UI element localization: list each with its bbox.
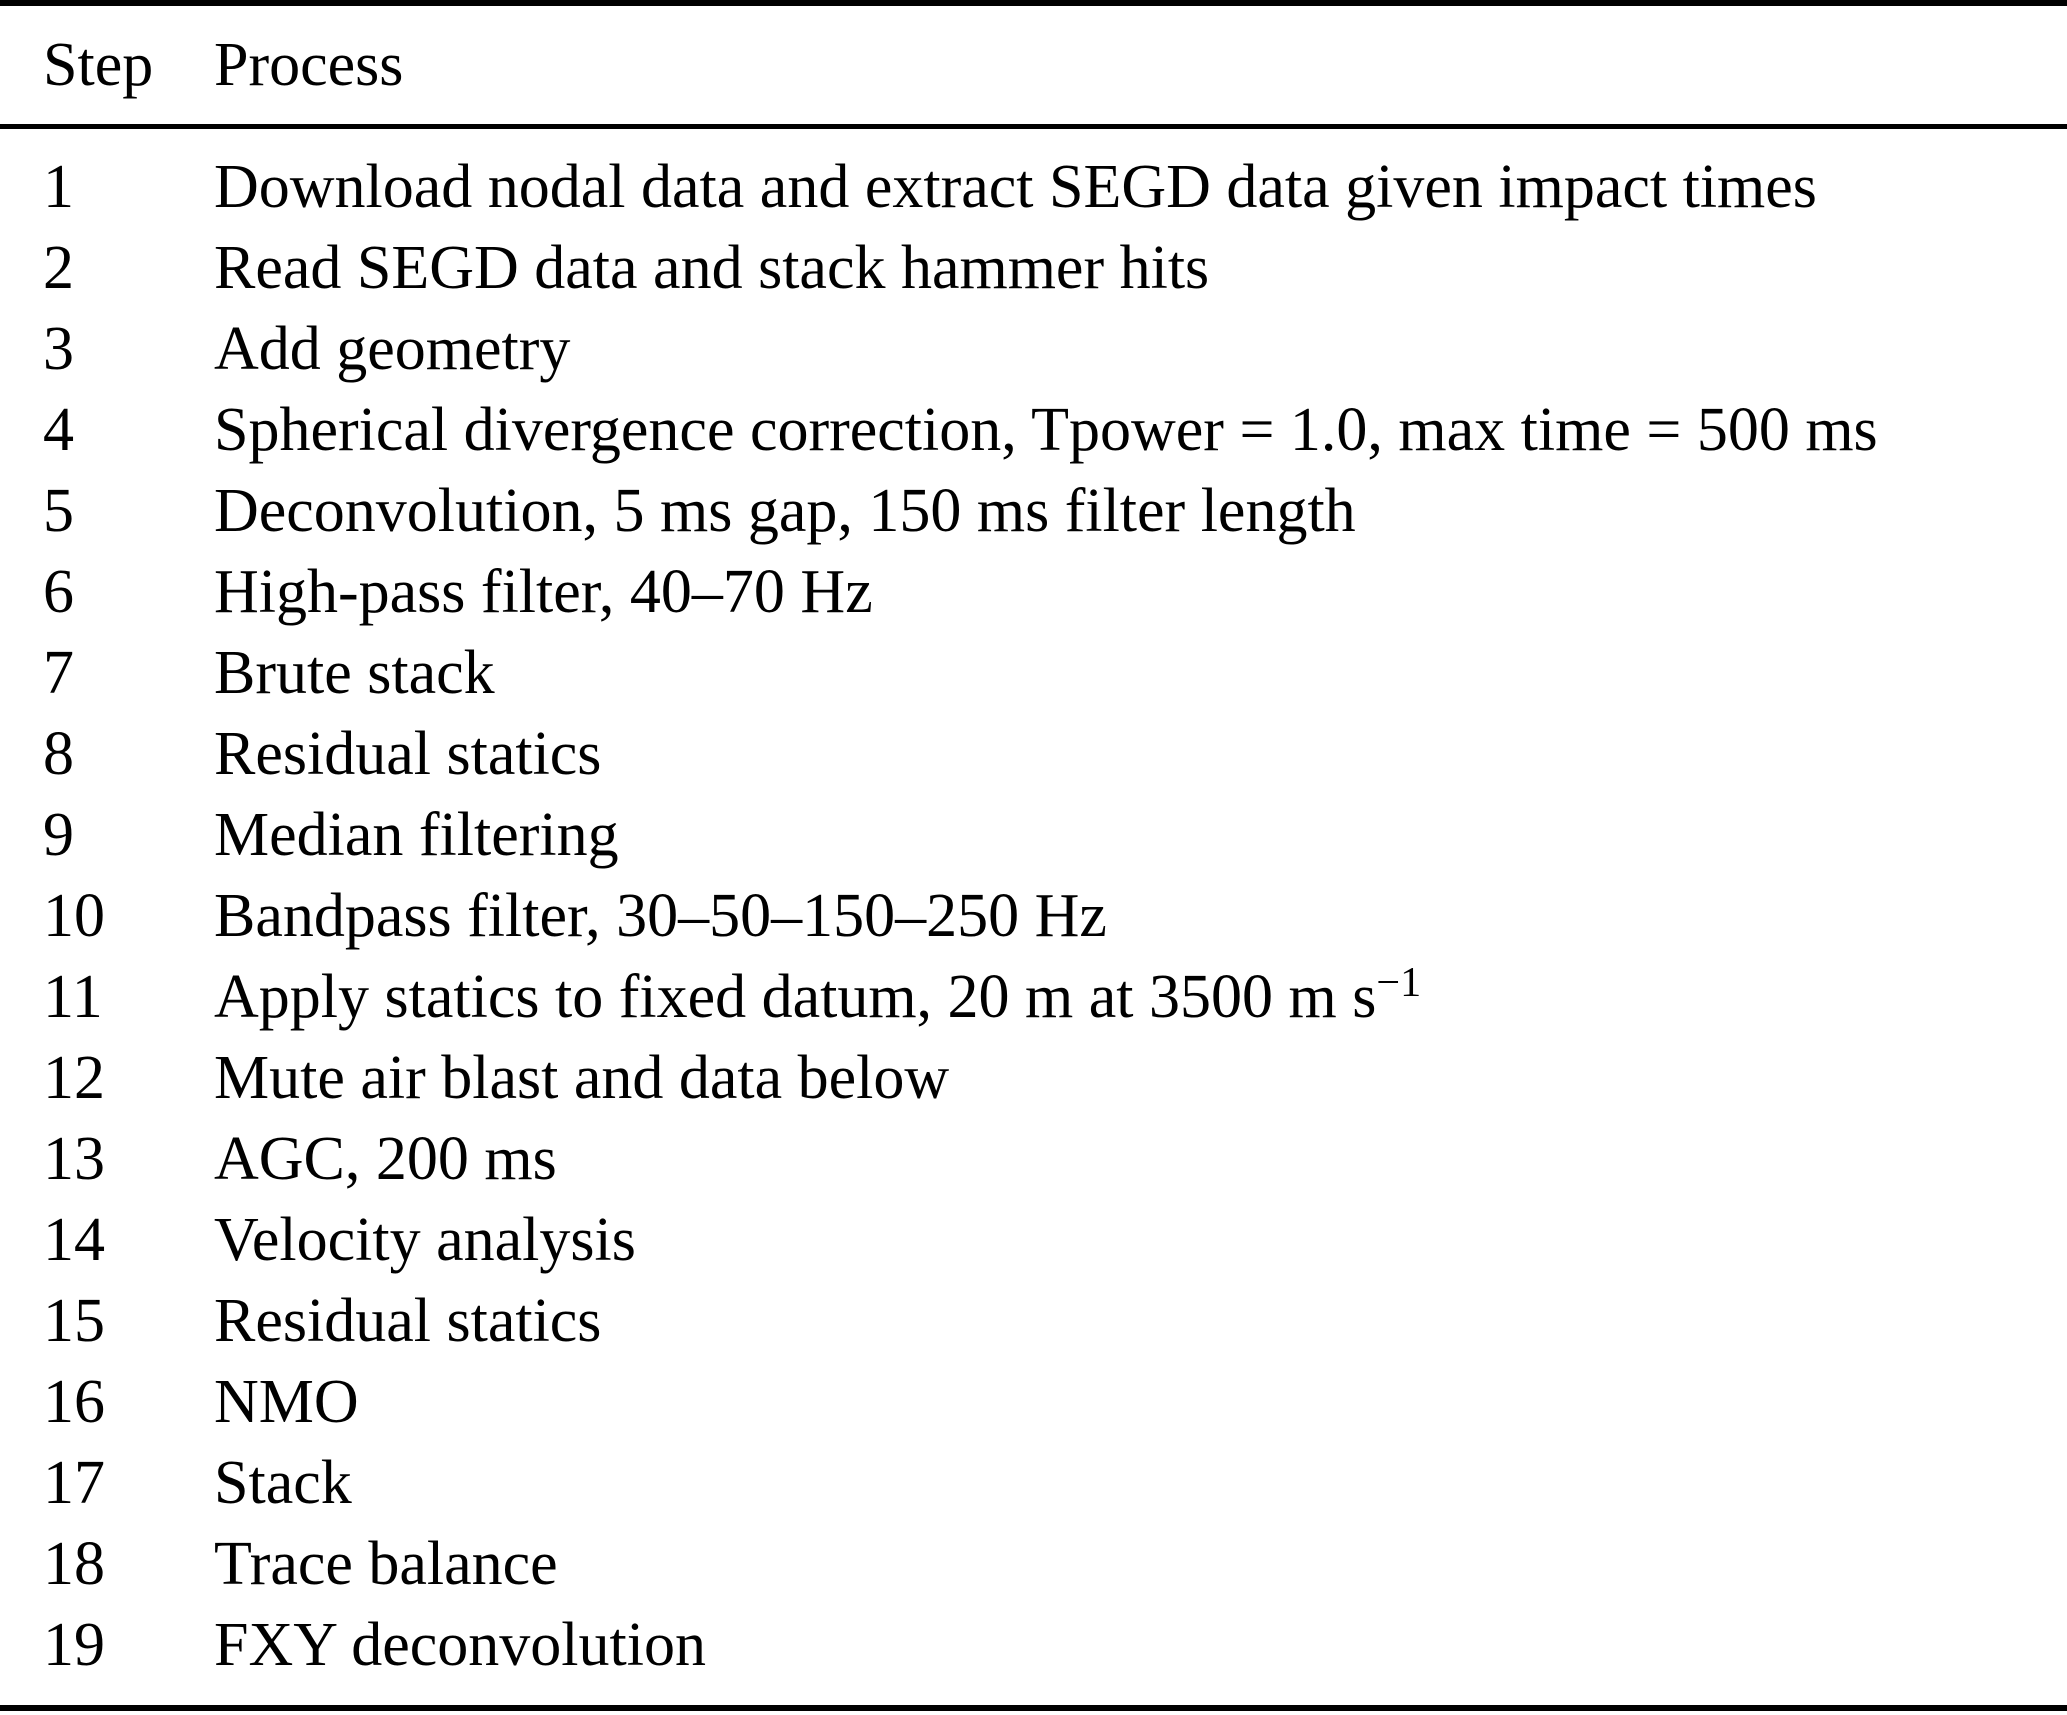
process-cell: Spherical divergence correction, Tpower = 1.0, max time = 500 ms bbox=[214, 396, 1878, 464]
process-cell: High-pass filter, 40–70 Hz bbox=[214, 558, 873, 626]
table-body bbox=[0, 129, 2067, 1686]
step-cell: 13 bbox=[43, 1125, 105, 1193]
process-cell: Brute stack bbox=[214, 639, 495, 707]
process-cell: Download nodal data and extract SEGD data given impact times bbox=[214, 153, 1817, 221]
table-row bbox=[0, 1605, 2067, 1686]
step-cell: 7 bbox=[43, 639, 74, 707]
column-header-step: Step bbox=[43, 30, 154, 99]
process-cell: Bandpass filter, 30–50–150–250 Hz bbox=[214, 882, 1107, 950]
process-cell: Median filtering bbox=[214, 801, 619, 869]
step-cell: 10 bbox=[43, 882, 105, 950]
table-row bbox=[0, 1281, 2067, 1362]
table-header-row bbox=[0, 6, 2067, 124]
process-cell: FXY deconvolution bbox=[214, 1611, 706, 1679]
step-cell: 6 bbox=[43, 558, 74, 626]
table-row bbox=[0, 309, 2067, 390]
table-row bbox=[0, 1200, 2067, 1281]
table-row bbox=[0, 228, 2067, 309]
table-row bbox=[0, 1038, 2067, 1119]
step-cell: 17 bbox=[43, 1449, 105, 1517]
table-row bbox=[0, 795, 2067, 876]
table-row bbox=[0, 147, 2067, 228]
process-cell: Deconvolution, 5 ms gap, 150 ms filter length bbox=[214, 477, 1356, 545]
process-cell: Residual statics bbox=[214, 1287, 602, 1355]
table-row bbox=[0, 1362, 2067, 1443]
table-bottom-rule bbox=[0, 1705, 2067, 1711]
table-row bbox=[0, 552, 2067, 633]
process-cell: Stack bbox=[214, 1449, 352, 1517]
process-cell: NMO bbox=[214, 1368, 359, 1436]
step-cell: 8 bbox=[43, 720, 74, 788]
table-row bbox=[0, 876, 2067, 957]
step-cell: 4 bbox=[43, 396, 74, 464]
process-cell: Add geometry bbox=[214, 315, 571, 383]
process-cell: Mute air blast and data below bbox=[214, 1044, 950, 1112]
step-cell: 19 bbox=[43, 1611, 105, 1679]
process-cell: Velocity analysis bbox=[214, 1206, 636, 1274]
process-cell: Trace balance bbox=[214, 1530, 558, 1598]
table-row bbox=[0, 714, 2067, 795]
step-cell: 1 bbox=[43, 153, 74, 221]
column-header-process: Process bbox=[214, 30, 404, 99]
superscript-exponent: −1 bbox=[1376, 958, 1422, 1006]
step-cell: 16 bbox=[43, 1368, 105, 1436]
step-cell: 9 bbox=[43, 801, 74, 869]
process-cell: Read SEGD data and stack hammer hits bbox=[214, 234, 1210, 302]
table-row bbox=[0, 1443, 2067, 1524]
step-cell: 18 bbox=[43, 1530, 105, 1598]
table-row bbox=[0, 633, 2067, 714]
step-cell: 2 bbox=[43, 234, 74, 302]
table-row bbox=[0, 957, 2067, 1038]
table-row bbox=[0, 390, 2067, 471]
step-cell: 5 bbox=[43, 477, 74, 545]
process-cell: Residual statics bbox=[214, 720, 602, 788]
process-cell: AGC, 200 ms bbox=[214, 1125, 557, 1193]
table-row bbox=[0, 1119, 2067, 1200]
table-row bbox=[0, 471, 2067, 552]
step-cell: 3 bbox=[43, 315, 74, 383]
process-cell: Apply statics to fixed datum, 20 m at 3500 m $s^{-1}$ bbox=[214, 958, 1422, 1031]
step-cell: 12 bbox=[43, 1044, 105, 1112]
step-cell: 15 bbox=[43, 1287, 105, 1355]
step-cell: 11 bbox=[43, 963, 103, 1031]
table-row bbox=[0, 1524, 2067, 1605]
step-cell: 14 bbox=[43, 1206, 105, 1274]
